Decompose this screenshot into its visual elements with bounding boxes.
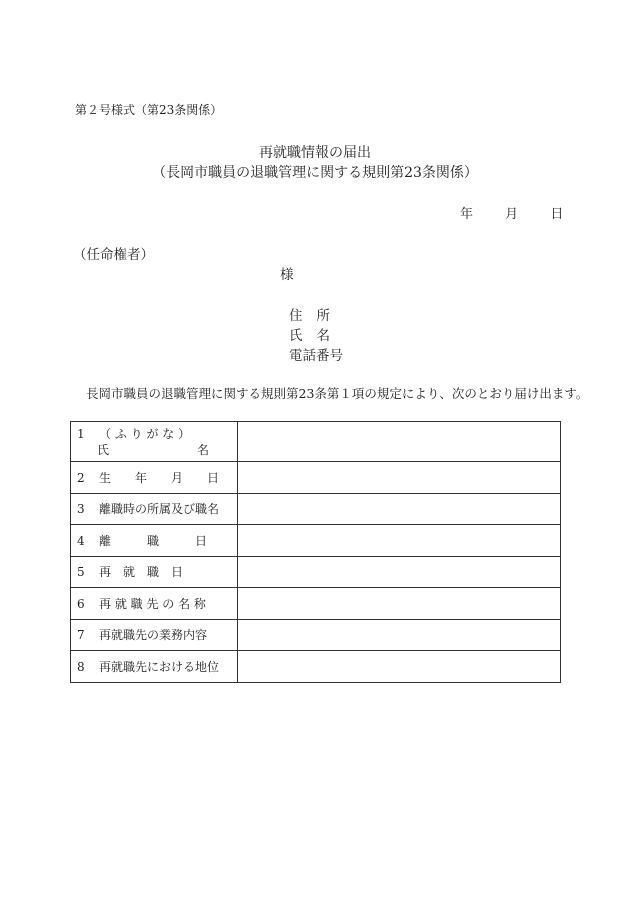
row-label: 離 職 日 xyxy=(99,533,208,548)
statement-text: 長岡市職員の退職管理に関する規則第23条第１項の規定により、次のとおり届け出ます。 xyxy=(86,386,589,401)
name-value-field[interactable] xyxy=(238,422,561,462)
row-number: 6 xyxy=(77,596,85,611)
row-label: 再就職先における地位 xyxy=(99,659,220,674)
reemployment-date-value-field[interactable] xyxy=(238,556,561,588)
row-label: 再就職先の業務内容 xyxy=(99,628,208,643)
date-line xyxy=(460,203,563,222)
label-cell xyxy=(71,462,238,494)
phone-label: 電話番号 xyxy=(289,348,343,364)
row-label: 再 就 職 日 xyxy=(99,565,184,580)
table-row xyxy=(71,422,561,462)
retirement-date-value-field[interactable] xyxy=(238,525,561,557)
row-label: 生 年 月 日 xyxy=(99,470,220,485)
info-table xyxy=(70,421,561,683)
status-value-field[interactable] xyxy=(238,651,561,683)
row-number: 3 xyxy=(77,502,85,517)
birthdate-value-field[interactable] xyxy=(238,462,561,494)
label-cell xyxy=(71,619,238,651)
label-cell xyxy=(71,651,238,683)
date-month: 月 xyxy=(505,207,519,222)
label-cell xyxy=(71,556,238,588)
row-number: 8 xyxy=(77,659,85,674)
table-row xyxy=(71,619,561,651)
table-row xyxy=(71,462,561,494)
name-label-b: 名 xyxy=(197,442,210,457)
row-number: 5 xyxy=(77,565,85,580)
row-number: 4 xyxy=(77,533,85,548)
row-number: 7 xyxy=(77,628,85,643)
appointer-label: （任命権者） xyxy=(73,247,154,263)
business-content-value-field[interactable] xyxy=(238,619,561,651)
label-cell xyxy=(71,422,238,462)
form-number: 第２号様式（第23条関係） xyxy=(75,103,223,117)
row-number: 2 xyxy=(77,470,85,485)
date-year: 年 xyxy=(460,207,474,222)
label-cell xyxy=(71,493,238,525)
name-label: 氏名 xyxy=(289,328,344,344)
label-cell xyxy=(71,525,238,557)
document-subtitle: （長岡市職員の退職管理に関する規則第23条関係） xyxy=(152,165,478,181)
address-label: 住所 xyxy=(289,308,344,324)
row-label: 離職時の所属及び職名 xyxy=(99,502,220,517)
table-row xyxy=(71,556,561,588)
position-value-field[interactable] xyxy=(238,493,561,525)
table-row xyxy=(71,525,561,557)
row-label: 再 就 職 先 の 名 称 xyxy=(99,596,206,611)
table-row xyxy=(71,651,561,683)
name-label-a: 氏 xyxy=(97,442,110,457)
label-cell xyxy=(71,588,238,620)
table-row xyxy=(71,588,561,620)
table-row xyxy=(71,493,561,525)
row-number: 1 xyxy=(77,426,85,441)
employer-name-value-field[interactable] xyxy=(238,588,561,620)
date-day: 日 xyxy=(550,207,564,222)
document-title: 再就職情報の届出 xyxy=(259,145,371,161)
furigana-label: （ ふ り が な ） xyxy=(99,426,191,441)
honorific: 様 xyxy=(280,267,294,283)
